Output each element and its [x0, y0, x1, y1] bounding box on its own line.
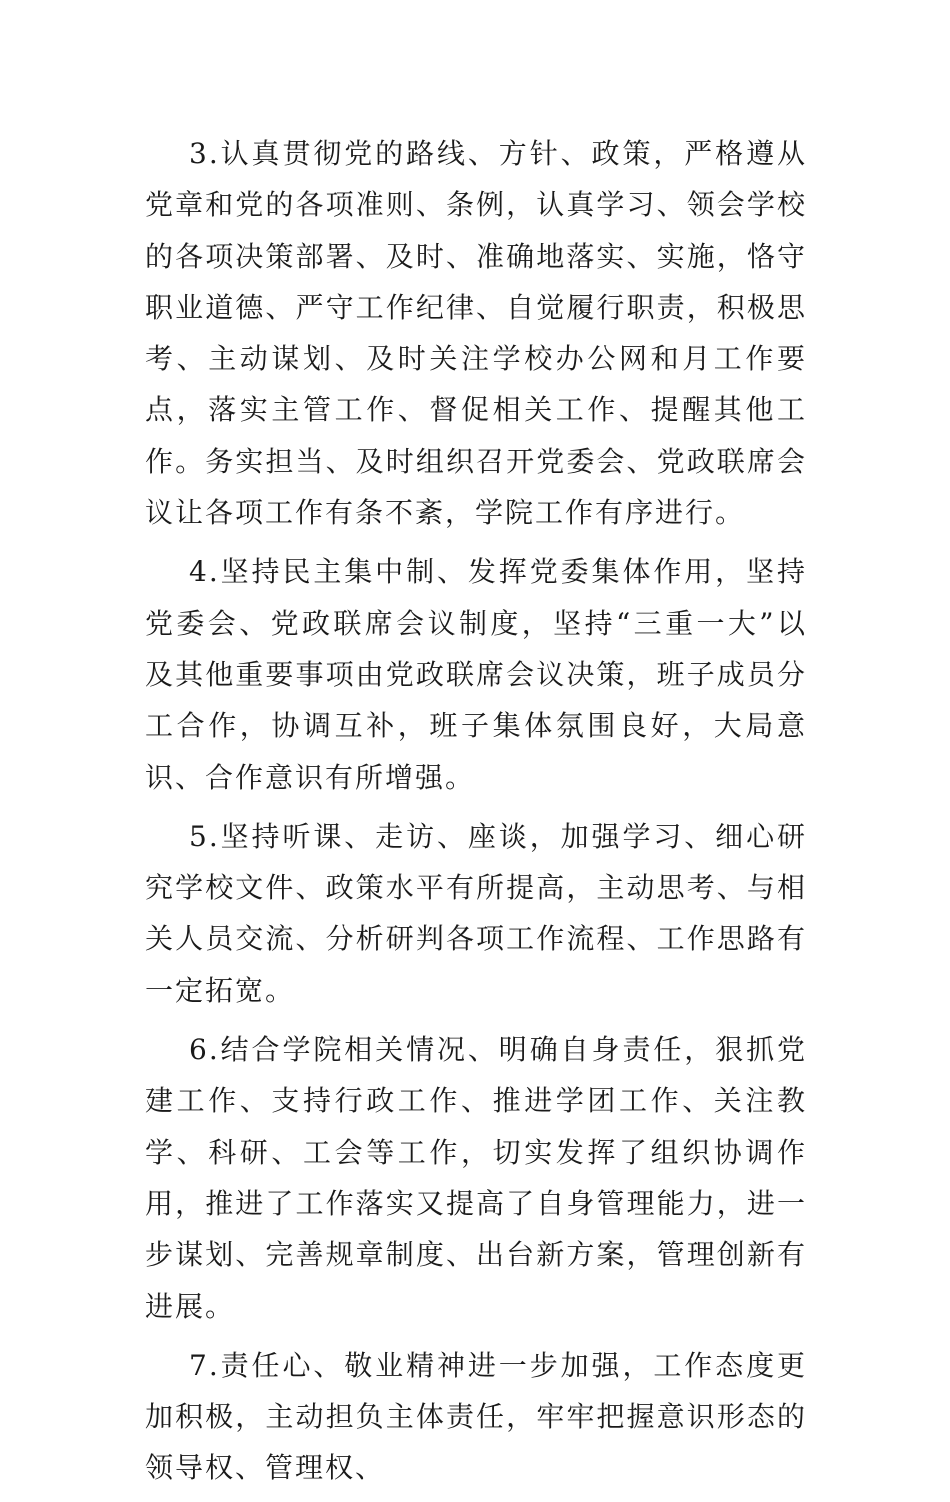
paragraph-3: 3.认真贯彻党的路线、方针、政策，严格遵从党章和党的各项准则、条例，认真学习、领会学校的各项决策部署、及时、准确地落实、实施，恪守职业道德、严守工作纪律、自觉履行职责，积极思考、主动谋划、及时关注学校办公网和月工作要点，落实主管工作、督促相关工作、提醒其他工作。务实担当、及时组织召开党委会、党政联席会议让各项工作有条不紊，学院工作有序进行。 [145, 137, 807, 530]
paragraph-4: 4.坚持民主集中制、发挥党委集体作用，坚持党委会、党政联席会议制度，坚持“三重一大”以及其他重要事项由党政联席会议决策，班子成员分工合作，协调互补，班子集体氛围良好，大局意识、合作意识有所增强。 [145, 555, 807, 794]
paragraph-7: 7.责任心、敬业精神进一步加强，工作态度更加积极，主动担负主体责任，牢牢把握意识形态的领导权、管理权、 [145, 1348, 807, 1485]
paragraph-6: 6.结合学院相关情况、明确自身责任，狠抓党建工作、支持行政工作、推进学团工作、关注教学、科研、工会等工作，切实发挥了组织协调作用，推进了工作落实又提高了自身管理能力，进一步谋划、完善规章制度、出台新方案，管理创新有进展。 [145, 1033, 807, 1323]
paragraph-5: 5.坚持听课、走访、座谈，加强学习、细心研究学校文件、政策水平有所提高，主动思考、与相关人员交流、分析研判各项工作流程、工作思路有一定拓宽。 [145, 819, 807, 1007]
document-body [145, 128, 807, 1502]
